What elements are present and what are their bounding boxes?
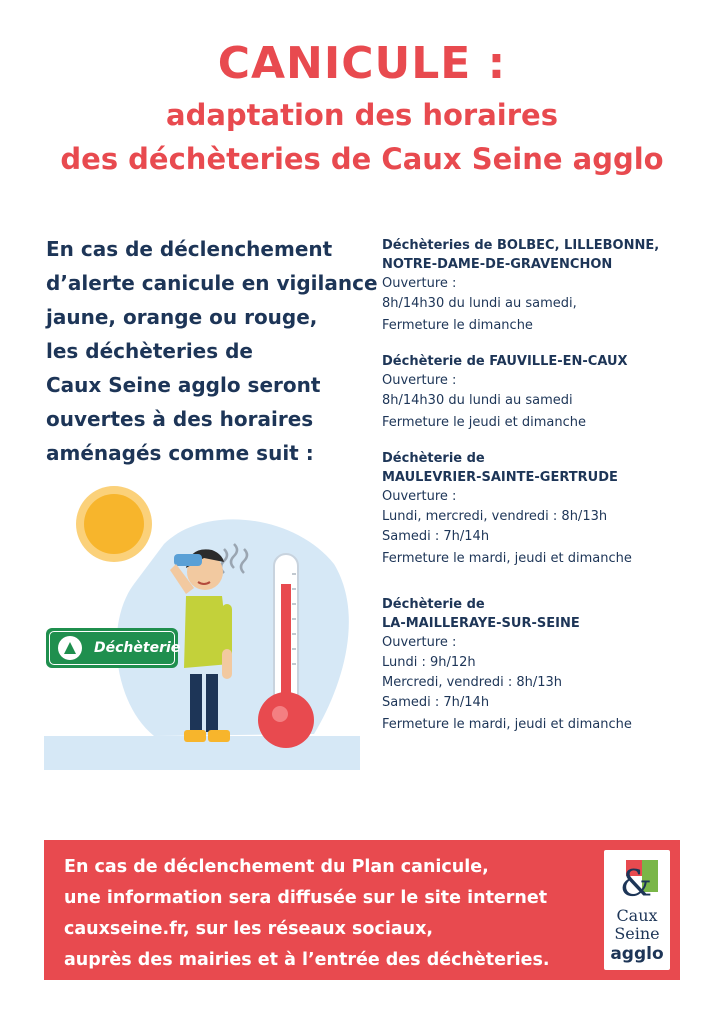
banner-line: une information sera diffusée sur le site internet (64, 888, 548, 908)
decheterie-badge-label: Déchèterie (94, 640, 181, 656)
logo-line1: Caux (616, 906, 658, 925)
logo-line2: Seine (614, 924, 660, 943)
info-banner (44, 840, 680, 980)
decheterie-badge (46, 628, 181, 668)
intro-line: Caux Seine agglo seront (46, 373, 321, 397)
caux-seine-agglo-logo (604, 850, 670, 970)
schedule-hours: Mercredi, vendredi : 8h/13h (382, 675, 563, 690)
schedule-closing: Fermeture le mardi, jeudi et dimanche (382, 551, 632, 566)
banner-text (64, 852, 550, 976)
schedule-hours: Ouverture : (382, 635, 457, 650)
svg-text:&: & (620, 864, 653, 904)
intro-line: En cas de déclenchement (46, 237, 333, 261)
schedule-name: LA-MAILLERAYE-SUR-SEINE (382, 616, 580, 631)
banner-line: cauxseine.fr, sur les réseaux sociaux, (64, 919, 434, 939)
schedule-hours: Ouverture : (382, 276, 457, 291)
page-subtitle-line1: adaptation des horaires (166, 98, 558, 132)
schedule-closing: Fermeture le jeudi et dimanche (382, 415, 587, 430)
schedule-closing: Fermeture le mardi, jeudi et dimanche (382, 717, 632, 732)
schedule-name: Déchèterie de (382, 597, 485, 612)
logo-line3: agglo (610, 944, 664, 964)
schedule-la-mailleraye (382, 595, 702, 735)
schedule-name: Déchèterie de FAUVILLE-EN-CAUX (382, 354, 628, 369)
schedule-name: NOTRE-DAME-DE-GRAVENCHON (382, 257, 613, 272)
sun-icon (76, 486, 152, 562)
page-title: CANICULE : (217, 38, 507, 89)
schedule-name: Déchèterie de (382, 451, 485, 466)
schedule-name: MAULEVRIER-SAINTE-GERTRUDE (382, 470, 618, 485)
schedule-hours: Samedi : 7h/14h (382, 529, 490, 544)
schedule-name: Déchèteries de BOLBEC, LILLEBONNE, (382, 238, 660, 253)
schedule-maulevrier (382, 449, 702, 569)
schedule-bolbec-lillebonne (382, 236, 702, 336)
recycling-person-icon (54, 634, 86, 662)
logo-ampersand-icon (604, 854, 670, 904)
schedules-list (382, 236, 702, 751)
schedule-hours: Lundi, mercredi, vendredi : 8h/13h (382, 509, 608, 524)
intro-line: ouvertes à des horaires (46, 407, 314, 431)
heatwave-illustration (44, 484, 360, 774)
schedule-fauville (382, 352, 702, 433)
intro-line: jaune, orange ou rouge, (46, 305, 318, 329)
banner-line: En cas de déclenchement du Plan canicule, (64, 857, 489, 877)
schedule-hours: Ouverture : (382, 373, 457, 388)
banner-line: auprès des mairies et à l’entrée des déchèteries. (64, 950, 550, 970)
schedule-hours: Ouverture : (382, 489, 457, 504)
intro-line: aménagés comme suit : (46, 441, 314, 465)
schedule-hours: 8h/14h30 du lundi au samedi (382, 393, 573, 408)
intro-line: les déchèteries de (46, 339, 253, 363)
intro-text (46, 232, 376, 470)
page-subtitle-line2: des déchèteries de Caux Seine agglo (60, 142, 664, 176)
schedule-hours: 8h/14h30 du lundi au samedi, (382, 296, 577, 311)
schedule-hours: Lundi : 9h/12h (382, 655, 476, 670)
schedule-closing: Fermeture le dimanche (382, 318, 533, 333)
schedule-hours: Samedi : 7h/14h (382, 695, 490, 710)
intro-line: d’alerte canicule en vigilance (46, 271, 378, 295)
